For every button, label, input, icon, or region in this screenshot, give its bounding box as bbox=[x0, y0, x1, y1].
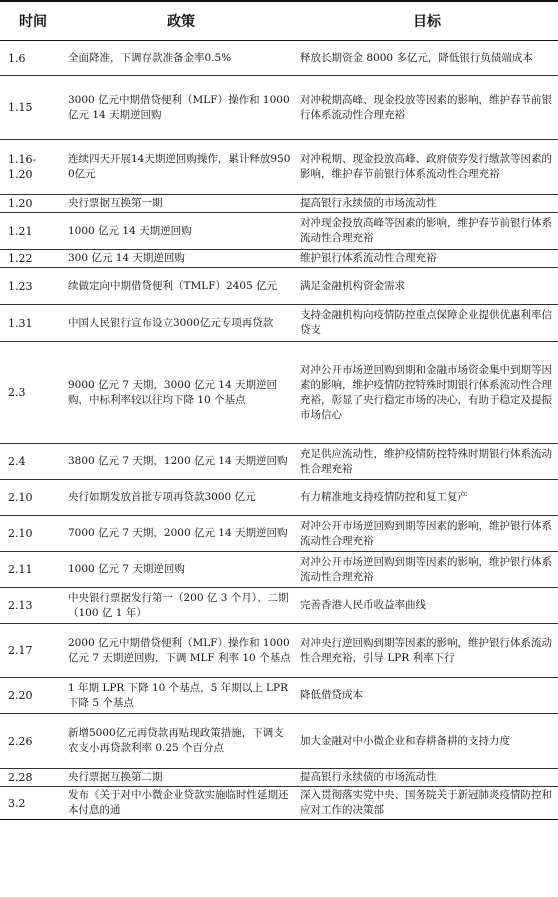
table-row bbox=[0, 342, 558, 444]
cell-date: 2.17 bbox=[0, 624, 66, 678]
cell-goal: 加大金融对中小微企业和春耕备耕的支持力度 bbox=[296, 714, 558, 769]
table-row bbox=[0, 41, 558, 76]
table-row bbox=[0, 268, 558, 305]
cell-goal: 释放长期资金 8000 多亿元，降低银行负债端成本 bbox=[296, 41, 558, 76]
cell-goal: 完善香港人民币收益率曲线 bbox=[296, 588, 558, 624]
header-policy: 政策 bbox=[66, 1, 296, 41]
table-row bbox=[0, 624, 558, 678]
cell-goal: 对冲公开市场逆回购到期等因素的影响，维护银行体系流动性合理充裕 bbox=[296, 552, 558, 588]
cell-date: 1.21 bbox=[0, 213, 66, 250]
cell-goal: 对冲税期高峰、现金投放等因素的影响，维护春节前银行体系流动性合理充裕 bbox=[296, 76, 558, 140]
cell-policy: 全面降准，下调存款准备金率0.5% bbox=[66, 41, 296, 76]
cell-date: 1.20 bbox=[0, 195, 66, 213]
cell-date: 2.28 bbox=[0, 769, 66, 787]
cell-goal: 对冲公开市场逆回购到期和金融市场资金集中到期等因素的影响，维护疫情防控特殊时期银行体系流动性合理充裕，彰显了央行稳定市场的决心，有助于稳定及提振市场信心 bbox=[296, 342, 558, 444]
table-row bbox=[0, 714, 558, 769]
cell-policy: 1 年期 LPR 下降 10 个基点，5 年期以上 LPR 下降 5 个基点 bbox=[66, 678, 296, 714]
cell-goal: 维护银行体系流动性合理充裕 bbox=[296, 250, 558, 268]
table-row bbox=[0, 305, 558, 342]
cell-date: 1.23 bbox=[0, 268, 66, 305]
cell-date: 2.10 bbox=[0, 516, 66, 552]
cell-policy: 1000 亿元 7 天期逆回购 bbox=[66, 552, 296, 588]
cell-policy: 9000 亿元 7 天期，3000 亿元 14 天期逆回购，中标利率较以往均下降 10 个基点 bbox=[66, 342, 296, 444]
table-body bbox=[0, 41, 558, 820]
table-row bbox=[0, 516, 558, 552]
cell-goal: 对冲现金投放高峰等因素的影响，维护春节前银行体系流动性合理充裕 bbox=[296, 213, 558, 250]
cell-date: 1.16- 1.20 bbox=[0, 140, 66, 195]
cell-policy: 央行如期发放首批专项再贷款3000 亿元 bbox=[66, 480, 296, 516]
cell-date: 2.3 bbox=[0, 342, 66, 444]
cell-policy: 7000 亿元 7 天期，2000 亿元 14 天期逆回购 bbox=[66, 516, 296, 552]
header-goal: 目标 bbox=[296, 1, 558, 41]
cell-policy: 发布《关于对中小微企业贷款实施临时性延期还本付息的通 bbox=[66, 787, 296, 820]
cell-date: 2.26 bbox=[0, 714, 66, 769]
table-row bbox=[0, 444, 558, 480]
cell-goal: 对冲公开市场逆回购到期等因素的影响，维护银行体系流动性合理充裕 bbox=[296, 516, 558, 552]
table-row bbox=[0, 588, 558, 624]
cell-goal: 提高银行永续债的市场流动性 bbox=[296, 769, 558, 787]
cell-policy: 3000 亿元中期借贷便利（MLF）操作和 1000 亿元 14 天期逆回购 bbox=[66, 76, 296, 140]
cell-goal: 有力精准地支持疫情防控和复工复产 bbox=[296, 480, 558, 516]
cell-date: 2.13 bbox=[0, 588, 66, 624]
cell-policy: 2000 亿元中期借贷便利（MLF）操作和 1000 亿元 7 天期逆回购，下调 MLF 利率 10 个基点 bbox=[66, 624, 296, 678]
cell-goal: 充足供应流动性，维护疫情防控特殊时期银行体系流动性合理充裕 bbox=[296, 444, 558, 480]
cell-date: 1.31 bbox=[0, 305, 66, 342]
table-row bbox=[0, 213, 558, 250]
cell-date: 2.10 bbox=[0, 480, 66, 516]
table-row bbox=[0, 250, 558, 268]
cell-date: 2.20 bbox=[0, 678, 66, 714]
table-row bbox=[0, 195, 558, 213]
table-row bbox=[0, 552, 558, 588]
table-row bbox=[0, 76, 558, 140]
cell-date: 1.22 bbox=[0, 250, 66, 268]
cell-policy: 中国人民银行宣布设立3000亿元专项再贷款 bbox=[66, 305, 296, 342]
cell-goal: 满足金融机构资金需求 bbox=[296, 268, 558, 305]
cell-goal: 对冲税期、现金投放高峰、政府债券发行缴款等因素的影响，维护春节前银行体系流动性合理充裕 bbox=[296, 140, 558, 195]
cell-date: 1.15 bbox=[0, 76, 66, 140]
cell-goal: 对冲央行逆回购到期等因素的影响，维护银行体系流动性合理充裕，引导 LPR 利率下行 bbox=[296, 624, 558, 678]
cell-goal: 深入贯彻落实党中央、国务院关于新冠肺炎疫情防控和应对工作的决策部 bbox=[296, 787, 558, 820]
cell-goal: 降低借贷成本 bbox=[296, 678, 558, 714]
header-date: 时间 bbox=[0, 1, 66, 41]
cell-date: 2.4 bbox=[0, 444, 66, 480]
cell-policy: 央行票据互换第二期 bbox=[66, 769, 296, 787]
cell-date: 2.11 bbox=[0, 552, 66, 588]
table-row bbox=[0, 769, 558, 787]
cell-policy: 央行票据互换第一期 bbox=[66, 195, 296, 213]
table-row bbox=[0, 787, 558, 820]
cell-policy: 1000 亿元 14 天期逆回购 bbox=[66, 213, 296, 250]
table-row bbox=[0, 480, 558, 516]
cell-goal: 提高银行永续债的市场流动性 bbox=[296, 195, 558, 213]
table-row bbox=[0, 678, 558, 714]
cell-policy: 续做定向中期借贷便利（TMLF）2405 亿元 bbox=[66, 268, 296, 305]
cell-goal: 支持金融机构向疫情防控重点保障企业提供优惠利率信贷支 bbox=[296, 305, 558, 342]
cell-policy: 新增5000亿元再贷款再贴现政策措施，下调支农支小再贷款利率 0.25 个百分点 bbox=[66, 714, 296, 769]
cell-policy: 连续四天开展14天期逆回购操作，累计释放9500亿元 bbox=[66, 140, 296, 195]
table-row bbox=[0, 140, 558, 195]
cell-policy: 中央银行票据发行第一（200 亿 3 个月）、二期（100 亿 1 年） bbox=[66, 588, 296, 624]
cell-date: 1.6 bbox=[0, 41, 66, 76]
cell-date: 3.2 bbox=[0, 787, 66, 820]
cell-policy: 300 亿元 14 天期逆回购 bbox=[66, 250, 296, 268]
table-header-row bbox=[0, 1, 558, 41]
cell-policy: 3800 亿元 7 天期，1200 亿元 14 天期逆回购 bbox=[66, 444, 296, 480]
